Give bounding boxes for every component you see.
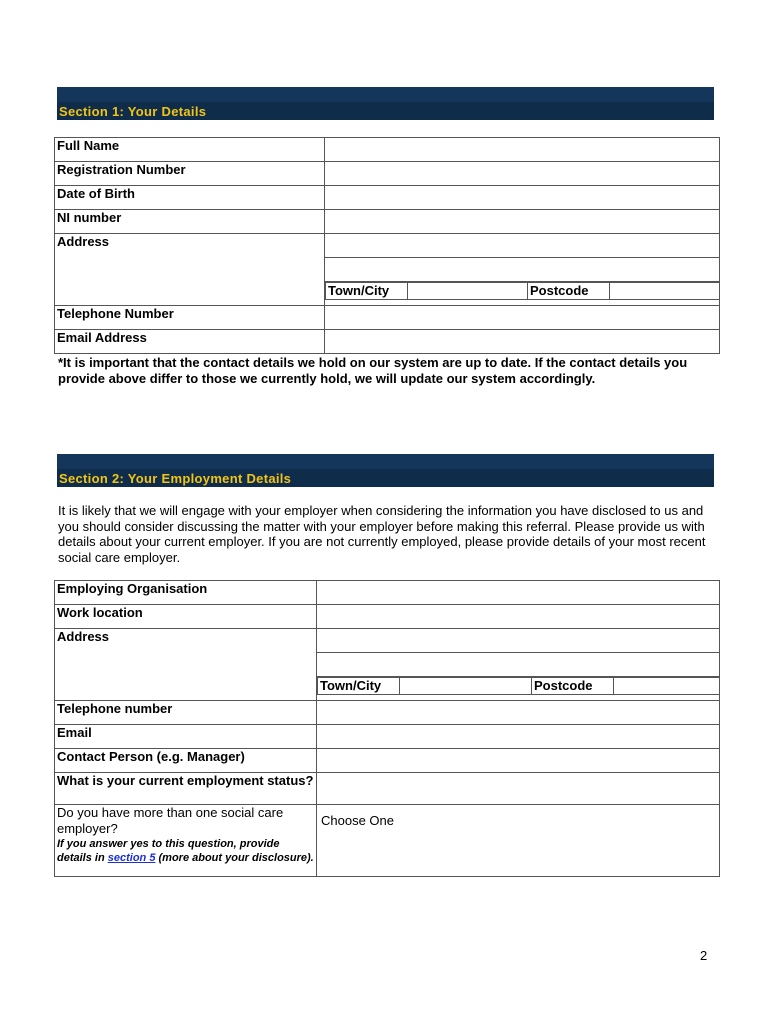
if-yes-suffix: (more about your disclosure). bbox=[155, 852, 314, 864]
employment-status-label: What is your current employment status? bbox=[55, 773, 317, 805]
employer-email-field[interactable] bbox=[317, 725, 720, 749]
more-than-one-employer-question: Do you have more than one social care employer? bbox=[57, 805, 284, 836]
town-city-label: Town/City bbox=[326, 283, 408, 300]
employer-email-label: Email bbox=[55, 725, 317, 749]
employer-town-postcode-inner bbox=[317, 677, 719, 695]
work-location-label: Work location bbox=[55, 605, 317, 629]
date-of-birth-field[interactable] bbox=[325, 186, 720, 210]
section-1-title: Section 1: Your Details bbox=[59, 104, 207, 119]
employer-address-line-2-field[interactable] bbox=[317, 653, 720, 677]
section-1-header bbox=[57, 87, 714, 120]
section-2-header-band bbox=[57, 454, 714, 469]
employer-town-city-label: Town/City bbox=[318, 678, 400, 695]
date-of-birth-label: Date of Birth bbox=[55, 186, 325, 210]
registration-number-label: Registration Number bbox=[55, 162, 325, 186]
town-postcode-inner bbox=[325, 282, 719, 300]
contact-person-field[interactable] bbox=[317, 749, 720, 773]
if-yes-instruction bbox=[57, 837, 316, 865]
employment-intro-text: It is likely that we will engage with your employer when considering the information you have disclosed to us and you should consider discussing the matter with your employer before making this referral. Please provide us with details about your current employer. If you are not currently employed, please provide details of your most recent social care employer. bbox=[58, 503, 706, 565]
choose-one-value: Choose One bbox=[321, 813, 394, 828]
employer-town-postcode-row bbox=[317, 677, 720, 701]
ni-number-label: NI number bbox=[55, 210, 325, 234]
address-label: Address bbox=[55, 234, 325, 306]
employing-organisation-field[interactable] bbox=[317, 581, 720, 605]
employing-organisation-label: Employing Organisation bbox=[55, 581, 317, 605]
postcode-field[interactable] bbox=[610, 283, 720, 300]
section-2-title: Section 2: Your Employment Details bbox=[59, 471, 292, 486]
email-address-label: Email Address bbox=[55, 330, 325, 354]
more-than-one-employer-dropdown[interactable] bbox=[317, 805, 720, 877]
page-number: 2 bbox=[700, 948, 708, 963]
ni-number-field[interactable] bbox=[325, 210, 720, 234]
full-name-field[interactable] bbox=[325, 138, 720, 162]
telephone-number-field[interactable] bbox=[325, 306, 720, 330]
town-postcode-row bbox=[325, 282, 720, 306]
telephone-number-label: Telephone Number bbox=[55, 306, 325, 330]
employer-postcode-label: Postcode bbox=[532, 678, 614, 695]
employment-details-table bbox=[54, 580, 720, 877]
your-details-table bbox=[54, 137, 720, 354]
employment-status-field[interactable] bbox=[317, 773, 720, 805]
contact-person-label: Contact Person (e.g. Manager) bbox=[55, 749, 317, 773]
work-location-field[interactable] bbox=[317, 605, 720, 629]
section-2-header bbox=[57, 454, 714, 487]
email-address-field[interactable] bbox=[325, 330, 720, 354]
address-line-1-field[interactable] bbox=[325, 234, 720, 258]
if-yes-prefix: If you answer yes to this question, provide details in bbox=[57, 838, 280, 864]
postcode-label: Postcode bbox=[528, 283, 610, 300]
section-1-header-band bbox=[57, 87, 714, 102]
address-line-2-field[interactable] bbox=[325, 258, 720, 282]
employer-town-city-field[interactable] bbox=[400, 678, 532, 695]
employer-address-line-1-field[interactable] bbox=[317, 629, 720, 653]
employer-postcode-field[interactable] bbox=[614, 678, 720, 695]
employer-address-label: Address bbox=[55, 629, 317, 701]
more-than-one-employer-cell bbox=[55, 805, 317, 877]
employer-telephone-field[interactable] bbox=[317, 701, 720, 725]
registration-number-field[interactable] bbox=[325, 162, 720, 186]
town-city-field[interactable] bbox=[408, 283, 528, 300]
contact-details-note: *It is important that the contact details we hold on our system are up to date. If the contact details you provide above differ to those we currently hold, we will update our system accordingly. bbox=[58, 355, 688, 386]
section-5-link[interactable]: section 5 bbox=[107, 852, 156, 864]
full-name-label: Full Name bbox=[55, 138, 325, 162]
employer-telephone-label: Telephone number bbox=[55, 701, 317, 725]
